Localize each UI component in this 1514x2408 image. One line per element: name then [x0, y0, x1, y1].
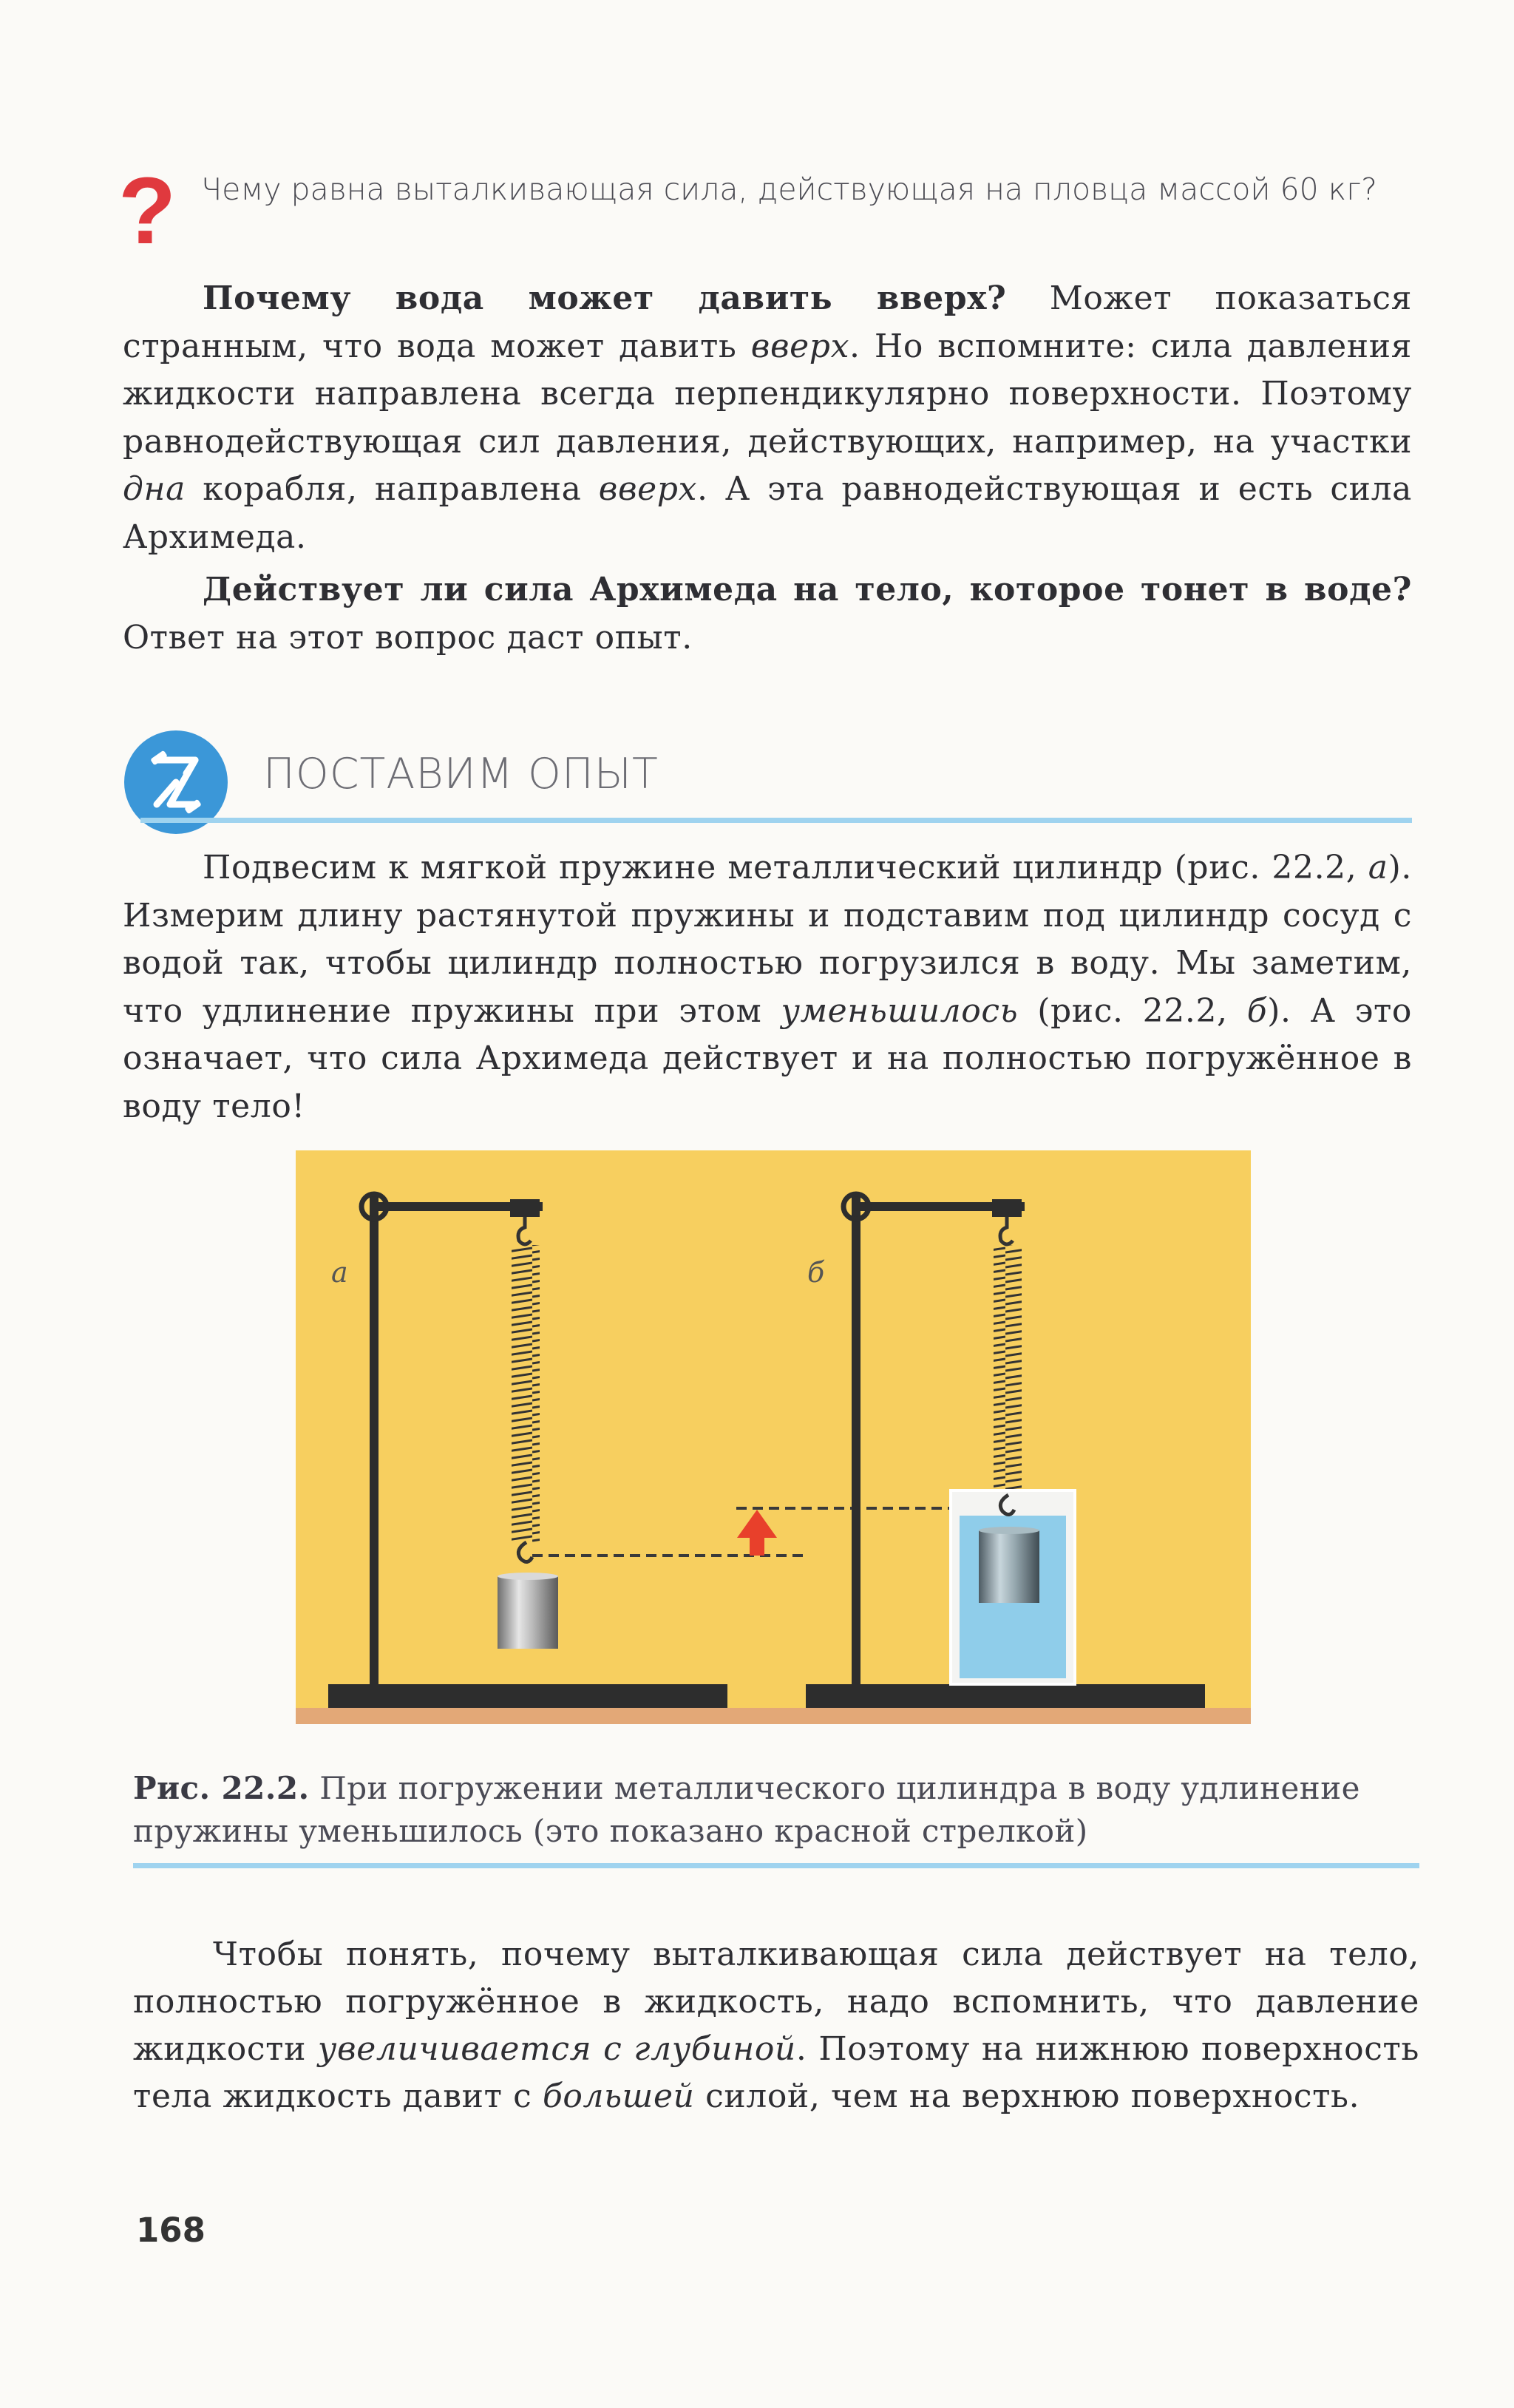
figure-background — [296, 1150, 1251, 1724]
page-number: 168 — [136, 2211, 206, 2250]
stand-b-rod — [852, 1193, 860, 1687]
question-mark-icon: ? — [118, 158, 177, 264]
paragraph-depth-pressure — [133, 1931, 1419, 2120]
text-run: силой, чем на верхнюю поверхность. — [694, 2078, 1360, 2115]
italic-run: вверх — [750, 327, 849, 365]
italic-run: увеличивается с глубиной — [317, 2030, 796, 2068]
text-run: корабля, направлена — [185, 470, 599, 508]
cylinder-a — [498, 1576, 558, 1649]
stand-a-mount — [510, 1199, 540, 1217]
figure-caption — [133, 1767, 1419, 1853]
text-run: ). Измерим длину растянутой пружины и подставим под цилиндр сосуд с водой так, чтобы цилиндр полностью погрузился в воду. Мы заметим, что удлинение пружины при этом — [123, 849, 1412, 1030]
italic-run: уменьшилось — [781, 991, 1019, 1030]
cylinder-a-top — [498, 1573, 558, 1580]
section-divider — [140, 818, 1412, 823]
stand-a-base — [328, 1684, 727, 1708]
italic-run: вверх — [598, 470, 697, 508]
text-run: . А эта равнодействующая и есть сила Архимеда. — [123, 470, 1412, 556]
label-a: а — [331, 1256, 348, 1289]
text-run: Чтобы понять, почему выталкивающая сила действует на тело, полностью погружённое в жидкость, надо вспомнить, что давление жидкости — [133, 1936, 1419, 2068]
label-b: б — [807, 1256, 825, 1289]
paragraph-experiment — [123, 844, 1412, 1130]
text-run: Подвесим к мягкой пружине металлический цилиндр (рис. 22.2, — [203, 849, 1368, 886]
text-run: . Поэтому на нижнюю поверхность тела жидкость давит с — [133, 2030, 1419, 2115]
italic-run: дна — [123, 470, 186, 508]
caption-divider — [133, 1863, 1419, 1868]
caption-text: При погружении металлического цилиндра в воду удлинение пружины уменьшилось (это показано красной стрелкой) — [133, 1770, 1360, 1849]
text-run: . Но вспомните: сила давления жидкости направлена всегда перпендикулярно поверхности. Поэтому равнодействующая сил давления, действующих, например, на участки — [123, 327, 1412, 461]
text-run: Может показаться странным, что вода может давить — [123, 279, 1412, 365]
experiment-title: ПОСТАВИМ ОПЫТ — [263, 750, 659, 798]
paragraph-sinking-body — [123, 566, 1412, 662]
stand-b-base — [806, 1684, 1205, 1708]
paragraph-upward-pressure — [123, 275, 1412, 561]
caption-label: Рис. 22.2. — [133, 1770, 310, 1806]
table-surface — [296, 1708, 1251, 1724]
experiment-illustration — [296, 1150, 1251, 1724]
stand-a-rod — [370, 1193, 378, 1687]
stand-b-mount — [992, 1199, 1022, 1217]
italic-run: б — [1246, 991, 1268, 1030]
spring-b — [994, 1245, 1022, 1495]
italic-run: а — [1368, 849, 1388, 886]
text-run: ). А это означает, что сила Архимеда действует и на полностью погружённое в воду тело! — [123, 991, 1412, 1125]
text-run: Ответ на этот вопрос даст опыт. — [123, 618, 693, 657]
italic-run: большей — [542, 2078, 695, 2115]
text-run: (рис. 22.2, — [1018, 991, 1247, 1030]
figure-22-2 — [296, 1150, 1251, 1724]
paragraph-heading: Действует ли сила Архимеда на тело, которое тонет в воде? — [203, 571, 1412, 608]
spring-a — [512, 1245, 540, 1542]
question-text: Чему равна выталкивающая сила, действующая на пловца массой 60 кг? — [201, 172, 1377, 207]
cylinder-b-top — [979, 1527, 1039, 1534]
paragraph-heading: Почему вода может давить вверх? — [203, 279, 1007, 317]
cylinder-b — [979, 1530, 1039, 1603]
